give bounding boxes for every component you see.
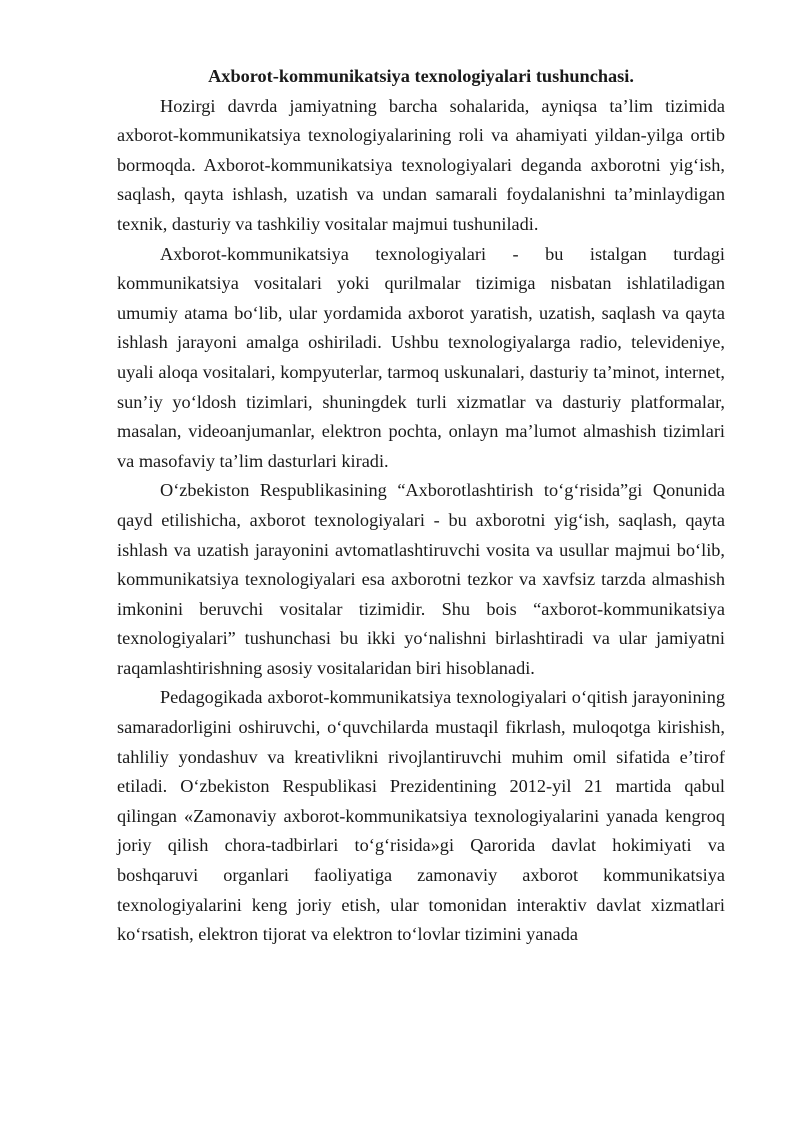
paragraph-1: Hozirgi davrda jamiyatning barcha sohalarida, ayniqsa ta’lim tizimida axborot-kommunikatsiya texnologiyalarining roli va ahamiyati yildan-yilga ortib bormoqda. Axborot-kommunikatsiya texnologiyalari deganda axborotni yig‘ish, saqlash, qayta ishlash, uzatish va undan samarali foydalanishni ta’minlaydigan texnik, dasturiy va tashkiliy vositalar majmui tushuniladi. xyxy=(117,95,725,234)
document-title: Axborot-kommunikatsiya texnologiyalari tushunchasi. xyxy=(208,66,634,86)
paragraph-4: Pedagogikada axborot-kommunikatsiya texnologiyalari o‘qitish jarayonining samaradorligini oshiruvchi, o‘quvchilarda mustaqil fikrlash, muloqotga kirishish, tahliliy yondashuv va kreativlikni rivojlantiruvchi muhim omil sifatida e’tirof etiladi. O‘zbekiston Respublikasi Prezidentining 2012-yil 21 martida qabul qilingan «Zamonaviy axborot-kommunikatsiya texnologiyalarini yanada kengroq joriy qilish chora-tadbirlari to‘g‘risida»gi Qarorida davlat hokimiyati va boshqaruvi organlari faoliyatiga zamonaviy axborot kommunikatsiya texnologiyalarini keng joriy etish, ular tomonidan interaktiv davlat xizmatlari ko‘rsatish, elektron tijorat va elektron to‘lovlar tizimini yanada xyxy=(117,687,725,945)
paragraph-3: O‘zbekiston Respublikasining “Axborotlashtirish to‘g‘risida”gi Qonunida qayd etilishicha, axborot texnologiyalari - bu axborotni yig‘ish, saqlash, qayta ishlash va uzatish jarayonini avtomatlashtiruvchi vosita va usullar majmui bo‘lib, kommunikatsiya texnologiyalari esa axborotni tezkor va xavfsiz tarzda almashish imkonini beruvchi vositalar tizimidir. Shu bois “axborot-kommunikatsiya texnologiyalari” tushunchasi bu ikki yo‘nalishni birlashtiradi va ular jamiyatni raqamlashtirishning asosiy vositalaridan biri hisoblanadi. xyxy=(117,480,725,678)
document-page xyxy=(117,62,725,950)
paragraph-2: Axborot-kommunikatsiya texnologiyalari - bu istalgan turdagi kommunikatsiya vositalari yoki qurilmalar tizimiga nisbatan ishlatiladigan umumiy atama bo‘lib, ular yordamida axborot yaratish, uzatish, saqlash va qayta ishlash jarayoni amalga oshiriladi. Ushbu texnologiyalarga radio, televideniye, uyali aloqa vositalari, kompyuterlar, tarmoq uskunalari, dasturiy ta’minot, internet, sun’iy yo‘ldosh tizimlari, shuningdek turli xizmatlar va dasturiy platformalar, masalan, videoanjumanlar, elektron pochta, onlayn ma’lumot almashish tizimlari va masofaviy ta’lim dasturlari kiradi. xyxy=(117,243,725,471)
